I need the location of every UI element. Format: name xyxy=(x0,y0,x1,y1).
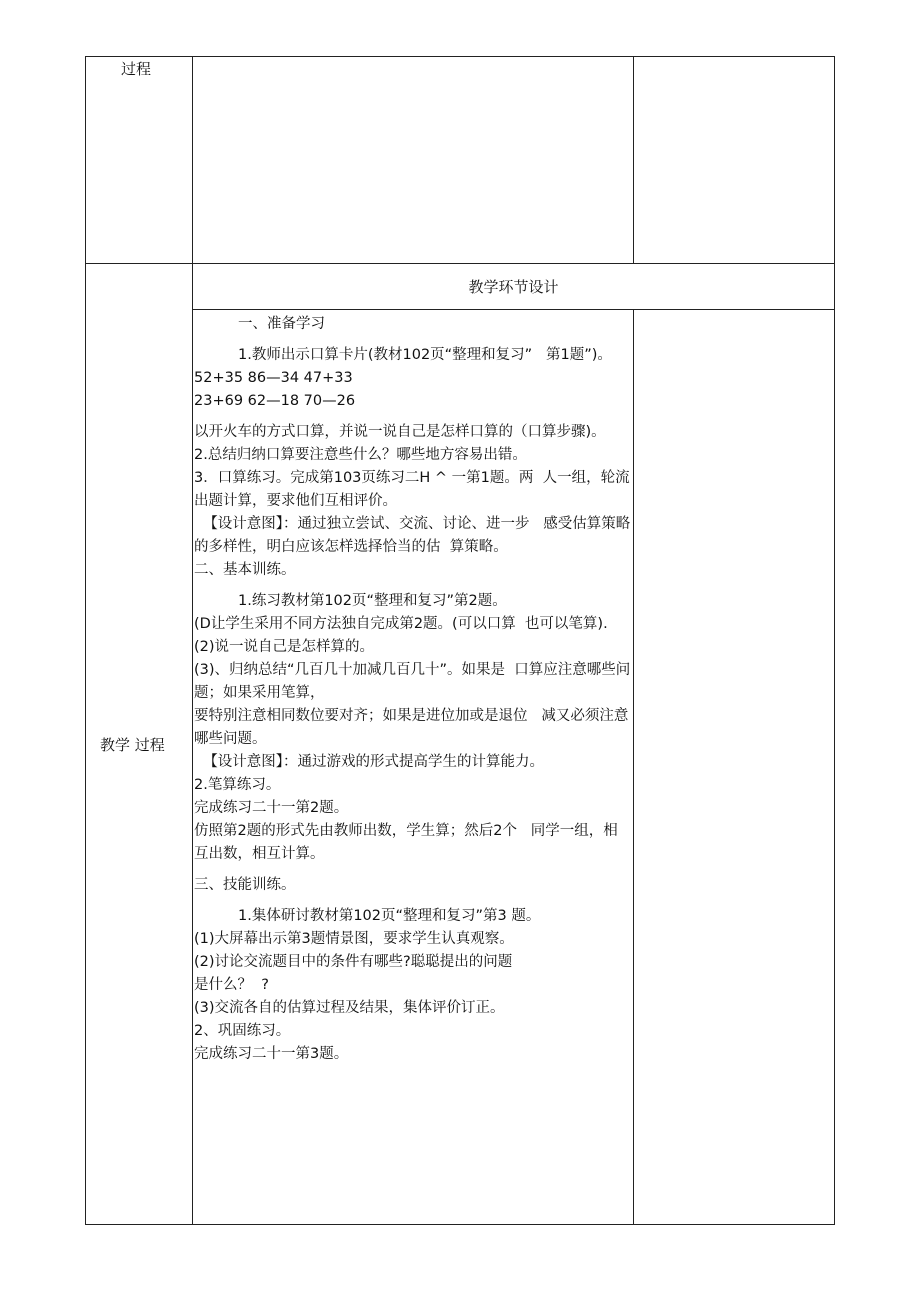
content-line: 二、基本训练。 xyxy=(194,562,296,578)
content-line: 23+69 62—18 70—26 xyxy=(194,393,356,409)
table-row-divider xyxy=(85,263,835,264)
content-line: (3)、归纳总结“几百几十加减几百几十”。如果是 口算应注意哪些问题；如果采用笔算， xyxy=(194,662,631,701)
content-line: 1.集体研讨教材第102页“整理和复习”第3 题。 xyxy=(238,908,541,924)
content-line: 仿照第2题的形式先由教师出数，学生算；然后2个 同学一组，相互出数，相互计算。 xyxy=(194,823,618,862)
content-line: 2.总结归纳口算要注意些什么？哪些地方容易出错。 xyxy=(194,447,527,463)
table-border-left xyxy=(85,56,86,1225)
content-line: (3)交流各自的估算过程及结果，集体评价订正。 xyxy=(194,1000,505,1016)
top-row-label: 过程 xyxy=(121,60,152,78)
content-line: 以开火车的方式口算，并说一说自己是怎样口算的（口算步骤)。 xyxy=(194,424,606,440)
table-border-bottom xyxy=(85,1224,835,1225)
content-line: 一、准备学习 xyxy=(238,316,325,332)
content-line: 52+35 86—34 47+33 xyxy=(194,370,353,386)
content-line: (D让学生采用不同方法独自完成第2题。(可以口算 也可以笔算). xyxy=(194,616,608,632)
content-line: 是什么？ ? xyxy=(194,977,269,993)
notes-column-divider-top xyxy=(633,56,634,263)
content-line: 【设计意图】：通过游戏的形式提高学生的计算能力。 xyxy=(194,754,544,770)
content-line: 要特别注意相同数位要对齐；如果是进位加或是退位 减又必须注意哪些问题。 xyxy=(194,708,629,747)
table-border-top xyxy=(85,56,835,57)
content-line: (2)讨论交流题目中的条件有哪些?聪聪提出的问题 xyxy=(194,954,513,970)
content-line: 2、巩固练习。 xyxy=(194,1023,291,1039)
left-section-label: 教学 过程 xyxy=(100,736,165,754)
label-column-divider xyxy=(192,56,193,1225)
content-line: (1)大屏幕出示第3题情景图，要求学生认真观察。 xyxy=(194,931,514,947)
table-border-right xyxy=(834,56,835,1225)
content-line: 3．口算练习。完成第103页练习二H ^ 一第1题。两 人一组，轮流出题计算，要求他们互相评价。 xyxy=(194,470,630,509)
content-line: 2.笔算练习。 xyxy=(194,777,281,793)
notes-column-divider-bottom xyxy=(633,309,634,1225)
content-line: 1.练习教材第102页“整理和复习”第2题。 xyxy=(238,593,507,609)
section-header: 教学环节设计 xyxy=(468,278,559,296)
content-line: (2)说一说自己是怎样算的。 xyxy=(194,639,375,655)
content-line: 三、技能训练。 xyxy=(194,877,296,893)
content-line: 【设计意图】：通过独立尝试、交流、讨论、进一步 感受估算策略的多样性，明白应该怎样选择恰当的估 算策略。 xyxy=(194,516,631,555)
content-line: 完成练习二十一第2题。 xyxy=(194,800,349,816)
content-line: 完成练习二十一第3题。 xyxy=(194,1046,349,1062)
lesson-content xyxy=(194,310,632,1066)
content-line: 1.教师出示口算卡片(教材102页“整理和复习” 第1题”)。 xyxy=(238,347,612,363)
